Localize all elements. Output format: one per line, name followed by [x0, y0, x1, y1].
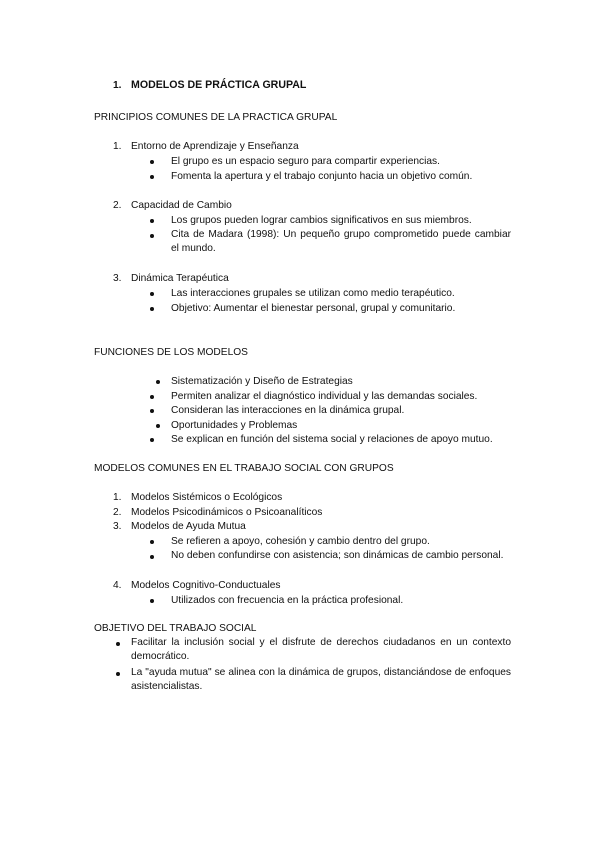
modelo-label-2: Modelos Psicodinámicos o Psicoanalíticos	[131, 507, 323, 518]
title-number: 1.	[113, 80, 122, 91]
modelo-number-2: 2.	[113, 507, 122, 518]
principio-3-bullet-2: Objetivo: Aumentar el bienestar personal, grupal y comunitario.	[171, 303, 456, 314]
modelo-number-1: 1.	[113, 492, 122, 503]
funcion-bullet-2: Permiten analizar el diagnóstico individual y las demandas sociales.	[171, 391, 478, 402]
principio-number-1: 1.	[113, 141, 122, 152]
modelo-4-bullet-1: Utilizados con frecuencia en la práctica profesional.	[171, 595, 404, 606]
modelo-3-bullet-1: Se refieren a apoyo, cohesión y cambio dentro del grupo.	[171, 536, 430, 547]
bullet-icon	[150, 219, 154, 223]
modelo-3-bullet-2: No deben confundirse con asistencia; son dinámicas de cambio personal.	[171, 550, 504, 561]
funcion-bullet-4: Oportunidades y Problemas	[171, 420, 298, 431]
section-heading-modelos: MODELOS COMUNES EN EL TRABAJO SOCIAL CON GRUPOS	[94, 463, 394, 474]
bullet-icon	[150, 292, 154, 296]
bullet-icon	[116, 672, 120, 676]
bullet-icon	[150, 307, 154, 311]
bullet-icon	[150, 234, 154, 238]
bullet-icon	[150, 555, 154, 559]
bullet-icon	[150, 160, 154, 164]
principio-number-2: 2.	[113, 200, 122, 211]
section-heading-principios: PRINCIPIOS COMUNES DE LA PRACTICA GRUPAL	[94, 112, 338, 123]
principio-2-bullet-1: Los grupos pueden lograr cambios significativos en sus miembros.	[171, 215, 472, 226]
objetivo-bullet-1: Facilitar la inclusión social y el disfrute de derechos ciudadanos en un contexto democrático.	[131, 637, 511, 662]
principio-number-3: 3.	[113, 273, 122, 284]
section-heading-funciones: FUNCIONES DE LOS MODELOS	[94, 347, 248, 358]
principio-2-bullet-2: Cita de Madara (1998): Un pequeño grupo comprometido puede cambiar el mundo.	[171, 229, 511, 254]
bullet-icon	[150, 540, 154, 544]
bullet-icon	[156, 424, 160, 428]
modelo-label-1: Modelos Sistémicos o Ecológicos	[131, 492, 283, 503]
objetivo-bullet-2: La "ayuda mutua" se alinea con la dinámica de grupos, distanciándose de enfoques asistencialistas.	[131, 667, 511, 692]
funcion-bullet-1: Sistematización y Diseño de Estrategias	[171, 376, 353, 387]
principio-1-bullet-1: El grupo es un espacio seguro para compartir experiencias.	[171, 156, 440, 167]
bullet-icon	[150, 599, 154, 603]
principio-label-3: Dinámica Terapéutica	[131, 273, 229, 284]
modelo-number-3: 3.	[113, 521, 122, 532]
funcion-bullet-5: Se explican en función del sistema social y relaciones de apoyo mutuo.	[171, 434, 493, 445]
bullet-icon	[150, 395, 154, 399]
principio-label-1: Entorno de Aprendizaje y Enseñanza	[131, 141, 299, 152]
bullet-icon	[150, 409, 154, 413]
modelo-number-4: 4.	[113, 580, 122, 591]
principio-1-bullet-2: Fomenta la apertura y el trabajo conjunto hacia un objetivo común.	[171, 171, 473, 182]
section-heading-objetivo: OBJETIVO DEL TRABAJO SOCIAL	[94, 623, 257, 634]
funcion-bullet-3: Consideran las interacciones en la dinámica grupal.	[171, 405, 405, 416]
page-title: MODELOS DE PRÁCTICA GRUPAL	[131, 79, 307, 91]
modelo-label-4: Modelos Cognitivo-Conductuales	[131, 580, 281, 591]
principio-label-2: Capacidad de Cambio	[131, 200, 232, 211]
bullet-icon	[150, 175, 154, 179]
principio-3-bullet-1: Las interacciones grupales se utilizan como medio terapéutico.	[171, 288, 455, 299]
bullet-icon	[156, 380, 160, 384]
modelo-label-3: Modelos de Ayuda Mutua	[131, 521, 246, 532]
bullet-icon	[150, 438, 154, 442]
bullet-icon	[116, 642, 120, 646]
